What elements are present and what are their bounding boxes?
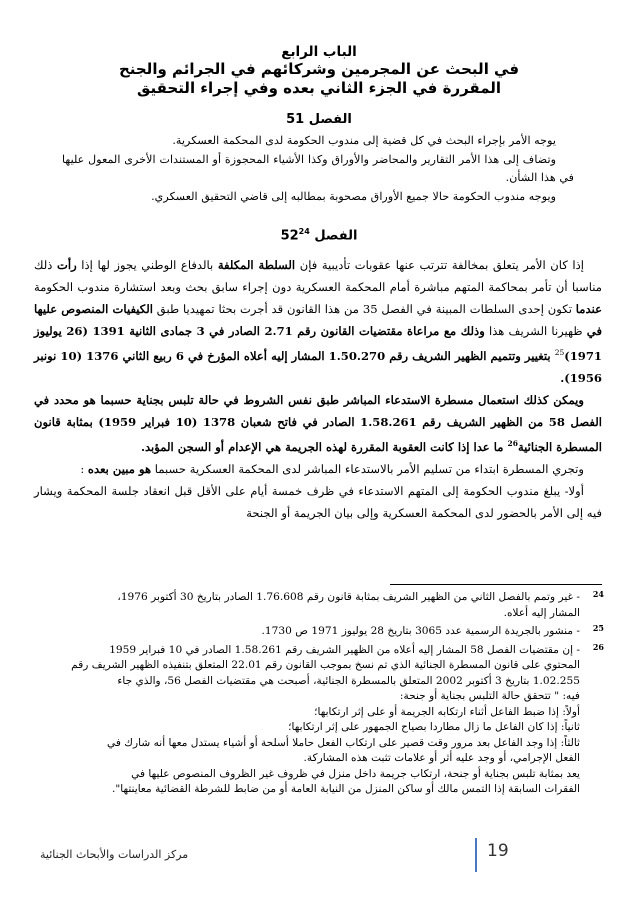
text-run: ظهيرنا الشريف هذا: [484, 324, 587, 338]
section-52-paragraph-4: أولا- يبلغ مندوب الحكومة إلى المتهم الاستدعاء في ظرف خمسة أيام على الأقل قبل انعقاد جلسة المحكمة ويشار فيه إلى الأمر بالحضور لدى المحكمة العسكرية وإلى بيان الجريمة أو الجنحة: [34, 483, 602, 520]
text-run-bold: ويمكن كذلك استعمال مسطرة الاستدعاء المباشر طبق نفس الشروط في حالة تلبس بجناية حسبما هو محدد في الفصل 58 من الظهير الشريف رقم 1.58.261 الصادر في فاتح شعبان 1378 (10 فبراير 1959) بمثابة قانون المسطرة الجنائية: [34, 392, 602, 454]
footnote-line: الفقرات السابقة إذا التمس مالك أو ساكن المنزل من النيابة العامة أو من ضابط للشرطة القضائية معاينتها".: [112, 783, 580, 795]
section-51-body: [62, 132, 574, 206]
footnote-line: يعد بمثابة تلبس بجناية أو جنحة، ارتكاب جريمة داخل منزل في ظروف غير الظروف المنصوص عليها في: [131, 767, 580, 780]
text-run-bold: الكيفيات المنصوص عليها في: [34, 302, 602, 338]
footnote-ref-25[interactable]: 25: [554, 348, 565, 357]
text-run-bold: ما عدا إذا كانت العقوبة المقررة لهذه الجريمة هي الإعدام أو السجن المؤبد.: [140, 439, 508, 454]
footnote-26: [34, 643, 604, 798]
section-52-paragraph-1: [34, 254, 602, 389]
section-51-paragraph-2: وتضاف إلى هذا الأمر التقارير والمحاضر والأوراق وكذا الأشياء المحجوزة أو المستندات الأخرى المعول عليها في هذا الشأن.: [62, 152, 574, 184]
footnote-line: الفعل الإجرامي، أو وجد عليه أثر أو علامات تثبت هذه المشاركة.: [303, 752, 580, 764]
section-52-body: [34, 254, 602, 524]
footnote-line: 1.02.255 بتاريخ 3 أكتوبر 2002 المتعلق بالمسطرة الجنائية، أصبحت هي مقتضيات الفصل 56، والذي جاء: [117, 674, 580, 687]
footnote-24: [34, 590, 604, 621]
footnote-line: - غير وتمم بالفصل الثاني من الظهير الشريف بمثابة قانون رقم 1.76.608 الصادر بتاريخ 30 أكتوبر 1976،: [117, 591, 580, 603]
footnote-line: - منشور بالجريدة الرسمية عدد 3065 بتاريخ 28 يوليوز 1971 ص 1730.: [261, 625, 580, 637]
section-52-heading: [40, 227, 598, 243]
section-52-title: الفصل 52: [280, 228, 358, 244]
chapter-title-line-2: المقررة في الجزء الثاني بعده وفي إجراء التحقيق: [136, 79, 502, 97]
footnote-ref-26[interactable]: 26: [507, 438, 518, 448]
chapter-title-block: [40, 44, 598, 98]
footnote-number: 25: [592, 623, 604, 633]
section-51-heading: الفصل 51: [286, 112, 352, 127]
footnote-ref-24[interactable]: 24: [298, 227, 310, 236]
footnote-number: 26: [592, 641, 604, 652]
text-run: :: [80, 461, 88, 476]
footnote-25: [34, 624, 604, 640]
text-run-bold: عندما: [575, 302, 602, 316]
footnote-line: المشار إليه أعلاه.: [503, 606, 580, 619]
footer-divider: [475, 838, 477, 872]
text-run-bold: وذلك مع مراعاة مقتضيات القانون رقم 2.71 الصادر في 3 جمادى الثانية 1391 (26 يوليوز 1971): [34, 324, 603, 363]
footnote-number: 24: [592, 589, 604, 599]
text-run: ذلك مناسبا أن تأمر بمحاكمة المتهم مباشرة أمام المحكمة العسكرية دون إجراء سابق بحث وبعد استشارة مندوب الحكومة: [34, 258, 602, 294]
footnote-line: ثانياً: إذا كان الفاعل ما زال مطاردا بصياح الجمهور على إثر ارتكابها؛: [288, 721, 580, 733]
footnote-line: ثالثاً: إذا وجد الفاعل بعد مرور وقت قصير على ارتكاب الفعل حاملا أسلحة أو أشياء يستدل معها أنه شارك في: [106, 736, 580, 749]
text-run-bold: السلطة المكلفة: [217, 258, 296, 272]
text-run: تكون إحدى السلطات المبينة في الفصل 35 من هذا القانون قد أجرت بحثا تمهيديا طبق: [152, 302, 576, 316]
footnote-line: أولاً: إذا ضبط الفاعل أثناء ارتكابه الجريمة أو على إثر ارتكابها؛: [314, 705, 580, 718]
section-51-paragraph-1: يوجه الأمر بإجراء البحث في كل قضية إلى مندوب الحكومة لدى المحكمة العسكرية.: [172, 134, 556, 147]
section-52-paragraph-2: [34, 389, 602, 458]
page-number: 19: [487, 841, 509, 861]
text-run-bold: هو مبين بعده: [87, 461, 152, 476]
footer-publisher: مركز الدراسات والأبحاث الجنائية: [40, 848, 189, 861]
text-run-bold: رأت: [57, 258, 77, 272]
footnotes: [34, 590, 604, 801]
text-run: بالدفاع الوطني يجوز لها إذا: [76, 258, 218, 272]
section-51-paragraph-3: ويوجه مندوب الحكومة حالا جميع الأوراق مصحوبة بمطالبه إلى قاضي التحقيق العسكري.: [151, 189, 556, 203]
text-run: وتجري المسطرة ابتداء من تسليم الأمر بالاستدعاء المباشر لدى المحكمة العسكرية حسبما: [151, 461, 584, 476]
footnote-line: فيه: " تتحقق حالة التلبس بجناية أو جنحة:: [399, 690, 580, 702]
chapter-label: الباب الرابع: [281, 44, 357, 60]
chapter-title-line-1: في البحث عن المجرمين وشركائهم في الجرائم والجنح: [118, 60, 520, 78]
text-run: إذا كان الأمر يتعلق بمخالفة تترتب عنها عقوبات تأديبية فإن: [295, 258, 584, 272]
footnote-separator: [390, 584, 602, 585]
footnote-line: - إن مقتضيات الفصل 58 المشار إليه أعلاه من الظهير الشريف رقم 1.58.261 الصادر في 10 فبراير 1959: [109, 643, 580, 656]
section-52-paragraph-3: [34, 458, 602, 480]
text-run-bold: بتغيير وتتميم الظهير الشريف رقم 1.50.270 المشار إليه أعلاه المؤرخ في 6 ربيع الثاني 1376 (10 نونبر 1956).: [34, 348, 602, 385]
footnote-line: المحتوي على قانون المسطرة الجنائية الذي تم نسخ بموجب القانون رقم 22.01 المتعلق بتنفيذه الظهير الشريف رقم: [71, 659, 580, 671]
